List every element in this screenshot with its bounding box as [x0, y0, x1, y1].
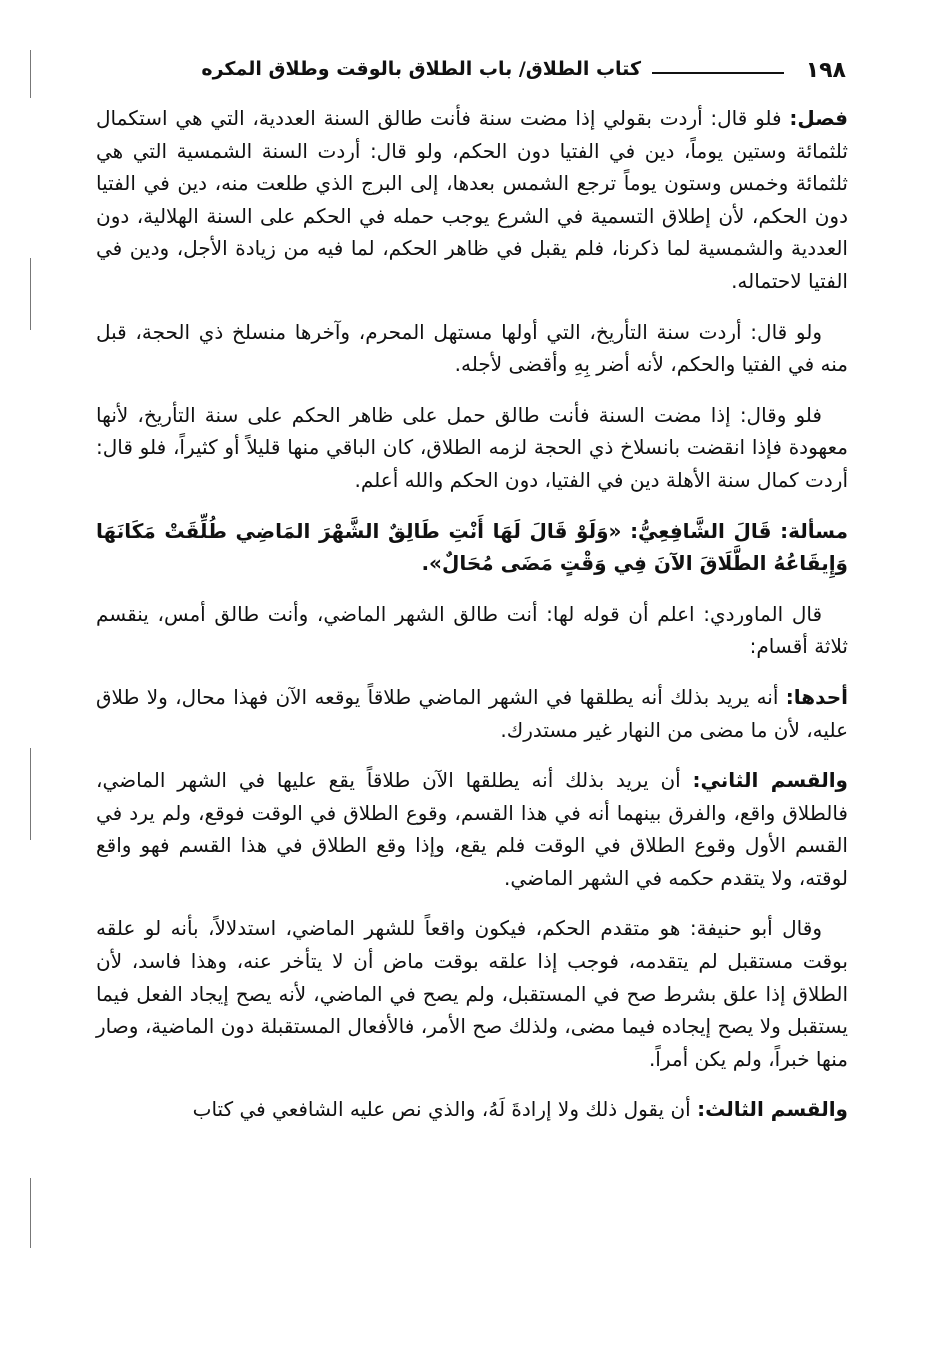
paragraph-text: فلو وقال: إذا مضت السنة فأنت طالق حمل على ظاهر الحكم على سنة التأريخ، لأنها معهودة فإذا انقضت بانسلاخ ذي الحجة لزمه الطلاق، كان الباقي منها قليلاً أو كثيراً، فلو قال: أردت كمال سنة الأهلة دين في الفتيا، دون الحكم والله أعلم.	[96, 402, 848, 492]
paragraph-text: قال الماوردي: اعلم أن قوله لها: أنت طالق الشهر الماضي، وأنت طالق أمس، ينقسم ثلاثة أقسام:	[96, 601, 848, 659]
paragraph-text: أن يقول ذلك ولا إرادةَ لَهُ، والذي نص عليه الشافعي في كتاب	[192, 1097, 698, 1122]
body-text	[96, 102, 848, 1140]
paragraph-masala	[96, 515, 848, 580]
header-rule	[652, 72, 784, 74]
paragraph-text: فلو قال: أردت بقولي إذا مضت سنة فأنت طالق السنة العددية، التي هي استكمال ثلثمائة وستين يوماً، دين في الفتيا دون الحكم، ولو قال: أردت السنة الشمسية التي هي ثلثمائة وخمس وستون يوماً ترجع الشمس بعدها، إلى البرج الذي طلعت منه، دين في الفتيا دون الحكم، لأن إطلاق التسمية في الشرع يوجب حمله في الحكم على السنة الهلالية، دون العددية والشمسية لما ذكرنا، فلم يقبل في ظاهر الحكم، لما فيه من زيادة الأجل، ودين في الفتيا لاحتماله.	[96, 106, 848, 293]
paragraph-third-division	[96, 1093, 848, 1126]
paragraph-text: أن يريد بذلك أنه يطلقها الآن طلاقاً يقع عليها في الشهر الماضي، فالطلاق واقع، والفرق بينهما أنه في هذا القسم، وقوع الطلاق في الوقت فوقع، ولم يرد في القسم الأول وقوع الطلاق في الوقت فلم يقع، وإذا وقع الطلاق في هذا القسم فهو واقع لوقته، ولا يتقدم حكمه في الشهر الماضي.	[96, 768, 848, 890]
paragraph-lead: مسألة:	[780, 518, 848, 543]
paragraph-text: وقال أبو حنيفة: هو متقدم الحكم، فيكون واقعاً للشهر الماضي، استدلالاً، بأنه لو علقه بوقت مستقبل لم يتقدمه، فوجب إذا علقه بوقت ماض أن لا يتأخر عنه، وهذا فاسد، لأن الطلاق إذا علق بشرط صح في المستقبل، ولم يصح في الماضي، لأنه يصح إيجاد الفعل فيما يستقبل ولا يصح إيجاده فيما مضى، ولذلك صح الأمر، فالأفعال المستقبلة دون الماضية، وصار منها خبراً، ولم يكن أمراً.	[96, 916, 848, 1071]
paragraph-lead: فصل:	[789, 106, 848, 130]
margin-mark	[30, 258, 31, 330]
paragraph-lead: والقسم الثاني:	[692, 768, 848, 793]
paragraph-first-division	[96, 681, 848, 746]
margin-mark	[30, 1178, 31, 1248]
running-title: كتاب الطلاق/ باب الطلاق بالوقت وطلاق المكره	[201, 58, 641, 80]
paragraph	[96, 912, 848, 1075]
paragraph-lead: والقسم الثالث:	[697, 1097, 848, 1122]
paragraph-lead: أحدها:	[785, 684, 848, 709]
quoted-text: «وَلَوْ قَالَ لَهَا أَنْتِ طَالِقٌ الشَّهْرَ المَاضِي طُلِّقَتْ مَكَانَهَا وَإِيقَاعُهُ الطَّلَاقَ الآنَ فِي وَقْتٍ مَضَى مُحَالٌ».	[96, 518, 848, 576]
paragraph-text: أنه يريد بذلك أنه يطلقها في الشهر الماضي طلاقاً يوقعه الآن فهذا محال، ولا طلاق عليه، لأن ما مضى من النهار غير مستدرك.	[96, 684, 848, 742]
paragraph-text: ولو قال: أردت سنة التأريخ، التي أولها مستهل المحرم، وآخرها منسلخ ذي الحجة، قبل منه في الفتيا والحكم، لأنه أضر بِهِ وأقضى لأجله.	[96, 319, 848, 377]
paragraph	[96, 399, 848, 497]
margin-mark	[30, 50, 31, 98]
paragraph-fasl	[96, 102, 848, 298]
paragraph	[96, 598, 848, 663]
paragraph-second-division	[96, 764, 848, 894]
quote-lead: قَالَ الشَّافِعِيُّ:	[630, 518, 781, 543]
margin-mark	[30, 748, 31, 840]
page-number: ١٩٨	[805, 58, 846, 83]
page-header	[88, 52, 846, 92]
paragraph	[96, 316, 848, 381]
